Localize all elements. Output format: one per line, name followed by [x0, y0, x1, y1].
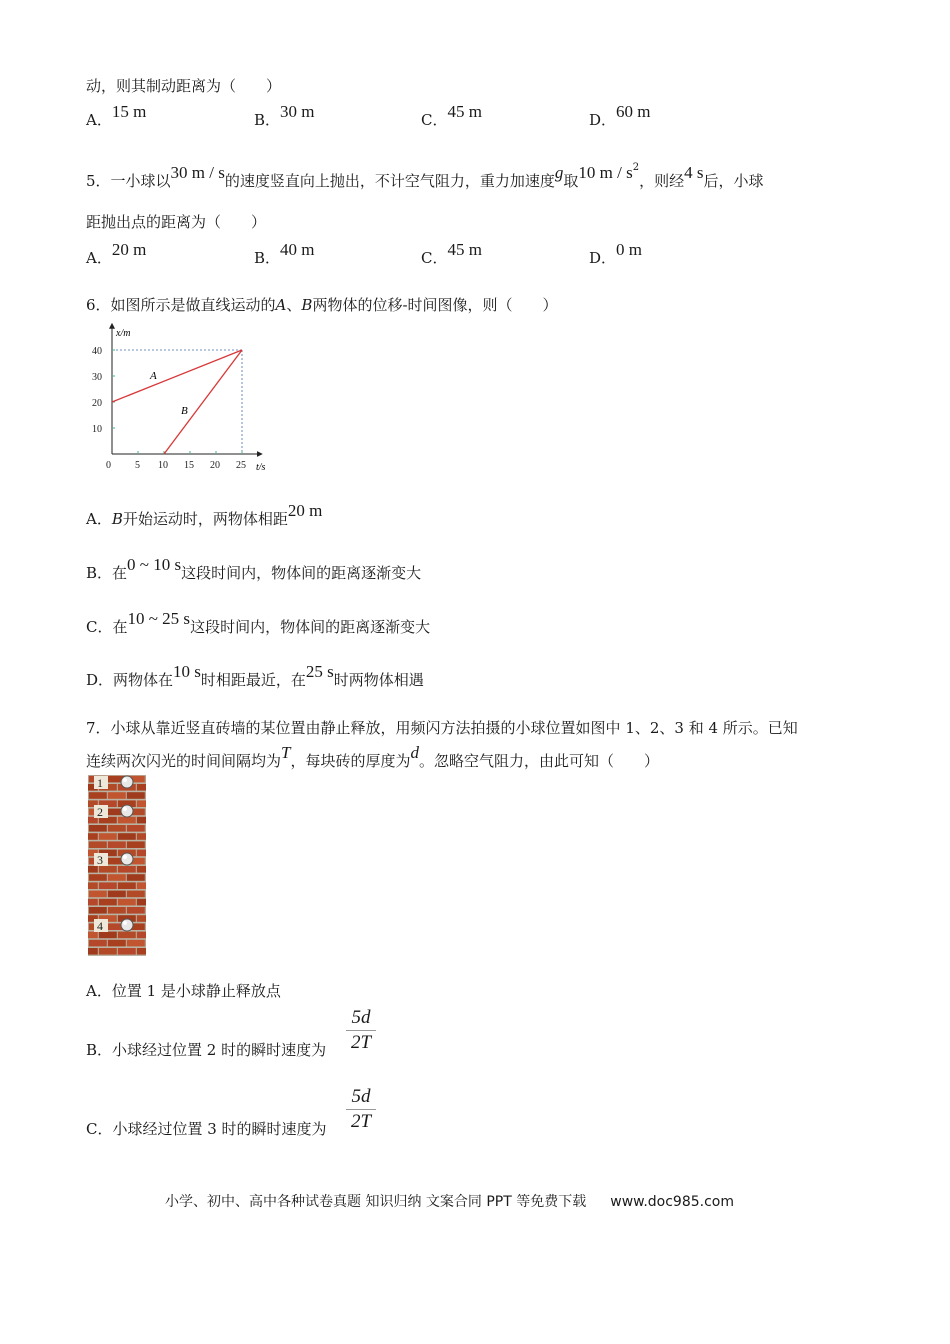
q5-option-b: B．40 m: [254, 240, 315, 267]
x-axis-label: t/s: [256, 462, 266, 473]
ball-icon: [121, 805, 133, 817]
brick: [137, 784, 146, 791]
brick: [137, 932, 146, 939]
brick: [118, 899, 136, 906]
series-a-label: A: [150, 370, 157, 382]
position-marker-label: 1: [97, 776, 103, 790]
brick: [137, 899, 146, 906]
xt-graph: [86, 318, 286, 480]
brick: [137, 866, 146, 873]
brick: [89, 940, 107, 947]
q5-stem: 5．一小球以30 m / s的速度竖直向上抛出，不计空气阻力，重力加速度g取10 m / $s^2$，则经4 s后，小球: [86, 162, 764, 190]
brick: [127, 907, 145, 914]
q4-option-c: C．45 m: [421, 102, 482, 129]
q4-option-d: D．60 m: [589, 102, 651, 129]
x-tick-label: 0: [106, 460, 111, 471]
q7-stem-line1: 7．小球从靠近竖直砖墙的某位置由静止释放，用频闪方法拍摄的小球位置如图中 1、2、3 和 4 所示。已知: [86, 719, 798, 737]
brick: [108, 940, 126, 947]
brick: [118, 833, 136, 840]
brick: [89, 874, 107, 881]
brick: [89, 792, 107, 799]
x-tick-label: 15: [184, 460, 194, 471]
q6-option-a: A．B开始运动时，两物体相距20 m: [86, 501, 323, 528]
brick: [127, 792, 145, 799]
brick: [88, 833, 98, 840]
brick: [127, 940, 145, 947]
ball-icon: [121, 853, 133, 865]
brick: [127, 825, 145, 832]
brick: [137, 817, 146, 824]
q5-stem-line2: 距抛出点的距离为（ ）: [86, 213, 267, 231]
brick: [108, 891, 126, 898]
brick: [127, 891, 145, 898]
y-tick-label: 10: [92, 424, 102, 435]
brick: [118, 866, 136, 873]
brick: [118, 817, 136, 824]
position-marker-label: 3: [97, 853, 103, 867]
footer-url: www.doc985.com: [610, 1194, 734, 1210]
brick: [108, 841, 126, 848]
brick: [99, 833, 117, 840]
brick: [89, 825, 107, 832]
ball-highlight: [123, 807, 127, 811]
brick: [137, 948, 146, 955]
brick: [99, 948, 117, 955]
y-tick-label: 40: [92, 346, 102, 357]
brick: [88, 948, 98, 955]
brick: [118, 932, 136, 939]
q7-option-a: A．位置 1 是小球静止释放点: [86, 982, 281, 1000]
brick: [89, 907, 107, 914]
brick: [137, 800, 146, 807]
ball-highlight: [123, 778, 127, 782]
brick: [99, 882, 117, 889]
brick: [108, 792, 126, 799]
q7-option-b-fraction: 5d 2T: [346, 1007, 376, 1054]
y-tick-label: 30: [92, 372, 102, 383]
brick: [89, 891, 107, 898]
x-tick-label: 10: [158, 460, 168, 471]
page-footer: [165, 1191, 734, 1211]
q5-option-c: C．45 m: [421, 240, 482, 267]
q5-option-a: A．20 m: [86, 240, 147, 267]
q5-option-d: D．0 m: [589, 240, 643, 267]
brick: [88, 882, 98, 889]
brick: [118, 882, 136, 889]
brick: [108, 907, 126, 914]
q6-option-c: C．在10 ~ 25 s这段时间内，物体间的距离逐渐变大: [86, 609, 431, 636]
q4-option-a: A．15 m: [86, 102, 147, 129]
x-tick-label: 5: [135, 460, 140, 471]
brick: [108, 874, 126, 881]
brick: [99, 899, 117, 906]
q6-option-b: B．在0 ~ 10 s这段时间内，物体间的距离逐渐变大: [86, 555, 422, 582]
q7-option-c-fraction: 5d 2T: [346, 1086, 376, 1133]
ball-highlight: [123, 921, 127, 925]
x-tick-label: 20: [210, 460, 220, 471]
q7-option-c: C．小球经过位置 3 时的瞬时速度为: [86, 1120, 327, 1138]
brick-wall-image: [88, 775, 146, 956]
brick: [137, 833, 146, 840]
brick: [118, 948, 136, 955]
ball-highlight: [123, 855, 127, 859]
brick: [89, 841, 107, 848]
y-axis-label: x/m: [116, 328, 131, 339]
brick: [137, 850, 146, 857]
position-marker-label: 2: [97, 805, 103, 819]
q7-stem-line2: 连续两次闪光的时间间隔均为T，每块砖的厚度为d。忽略空气阻力，由此可知（ ）: [86, 743, 660, 770]
ball-icon: [121, 919, 133, 931]
x-tick-label: 25: [236, 460, 246, 471]
brick: [137, 882, 146, 889]
q4-option-b: B．30 m: [254, 102, 315, 129]
series-b-label: B: [181, 405, 188, 417]
q4-stem-end: 动，则其制动距离为（ ）: [86, 77, 282, 95]
q7-option-b: B．小球经过位置 2 时的瞬时速度为: [86, 1041, 327, 1059]
brick: [127, 874, 145, 881]
footer-text: 小学、初中、高中各种试卷真题 知识归纳 文案合同 PPT 等免费下载: [165, 1194, 587, 1210]
q6-stem: 6．如图所示是做直线运动的A、B两物体的位移-时间图像，则（ ）: [86, 296, 558, 314]
ball-icon: [121, 776, 133, 788]
brick: [108, 825, 126, 832]
brick: [88, 899, 98, 906]
q6-option-d: D．两物体在10 s时相距最近，在25 s时两物体相遇: [86, 662, 424, 689]
brick: [127, 841, 145, 848]
brick: [137, 915, 146, 922]
position-marker-label: 4: [97, 919, 103, 933]
y-tick-label: 20: [92, 398, 102, 409]
